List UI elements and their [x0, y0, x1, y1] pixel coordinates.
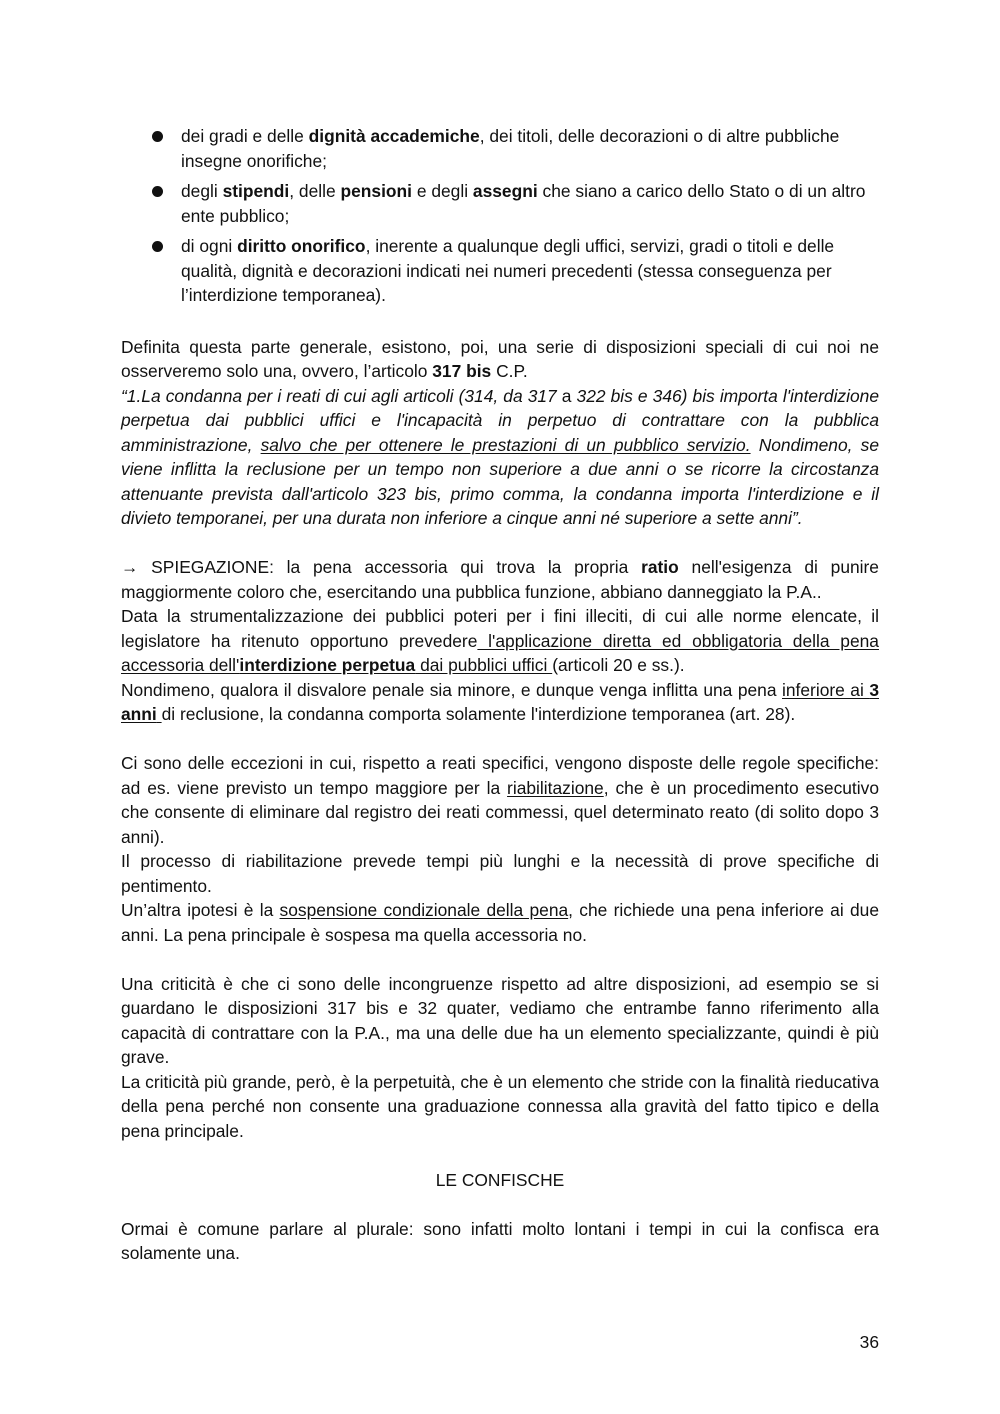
criticita-paragraph-1: Una criticità è che ci sono delle incongruenze rispetto ad altre disposizioni, ad esempio se si guardano le disposizioni 317 bis e 32 quater, vediamo che entrambe fanno riferimento alla capacità di contrattare con la P.A., ma una delle due ha un elemento specializzante, quindi è più grave. — [121, 973, 879, 1067]
list-item — [121, 234, 879, 308]
underlined-text: riabilitazione — [507, 777, 604, 798]
text: (articoli 20 e ss.). — [552, 655, 685, 675]
bold-text: stipendi — [222, 181, 290, 201]
bold-text: diritto onorifico — [237, 236, 366, 256]
eccezioni-paragraph-3 — [121, 898, 879, 947]
bold-text: 317 bis — [432, 361, 492, 381]
text: Nondimeno, qualora il disvalore penale sia minore, e dunque venga inflitta una pena — [121, 679, 782, 700]
text: dei gradi e delle — [181, 126, 309, 146]
text: e degli — [412, 181, 473, 201]
text: Un’altra ipotesi è la — [121, 900, 280, 920]
text: degli — [181, 181, 223, 201]
bullet-list — [121, 124, 879, 308]
text: “1.La condanna per i reati di cui agli articoli (314, da 317 — [121, 385, 562, 406]
underlined-text: l'applicazione diretta ed obbligatoria della pena accessoria dell' — [121, 630, 879, 675]
confische-paragraph-1: Ormai è comune parlare al plurale: sono infatti molto lontani i tempi in cui la confisca era solamente una. — [121, 1218, 879, 1263]
page-number: 36 — [859, 1332, 879, 1352]
spiegazione-paragraph-1 — [121, 555, 879, 604]
document-body — [121, 124, 879, 1266]
bold-text: pensioni — [340, 181, 412, 201]
eccezioni-paragraph-1 — [121, 751, 879, 849]
bullet-icon — [152, 131, 163, 142]
intro-paragraph — [121, 335, 879, 384]
underlined-text: salvo che per ottenere le prestazioni di un pubblico servizio. — [260, 434, 751, 455]
list-item — [121, 124, 879, 173]
bold-underlined-text: interdizione perpetua — [239, 655, 416, 675]
text: di reclusione, la condanna comporta solamente l'interdizione temporanea (art. 28). — [161, 704, 796, 724]
text: C.P. — [491, 361, 528, 381]
text: Definita questa parte generale, esistono, poi, una serie di disposizioni speciali di cui noi ne osserveremo solo una, ovvero, l’articolo — [121, 336, 879, 381]
underlined-text: dai pubblici uffici — [415, 655, 553, 675]
underlined-text: inferiore ai — [782, 679, 870, 700]
text: di ogni — [181, 236, 238, 256]
bold-text: dignità accademiche — [308, 126, 480, 146]
bullet-icon — [152, 241, 163, 252]
text: che siano a carico dello Stato o di un altro ente pubblico; — [181, 181, 866, 226]
underlined-text: sospensione condizionale della pena — [279, 900, 569, 920]
text: , inerente a qualunque degli uffici, servizi, gradi o titoli e delle qualità, dignità e decorazioni indicati nei numeri precedenti (stessa conseguenza per l’interdizione temporanea). — [181, 236, 835, 305]
article-quote — [121, 384, 879, 531]
bullet-icon — [152, 186, 163, 197]
text: , che è un procedimento esecutivo che consente di eliminare dal registro dei reati commessi, quel determinato reato (di solito dopo 3 anni). — [121, 777, 879, 847]
spiegazione-paragraph-2 — [121, 604, 879, 678]
text: nell'esigenza di punire maggiormente coloro che, esercitando una pubblica funzione, abbiano danneggiato la P.A.. — [121, 557, 879, 602]
bold-text: ratio — [641, 557, 679, 577]
text: Nondimeno, se viene inflitta la reclusione per un tempo non superiore a due anni o se ricorre la circostanza attenuante prevista dall'articolo 323 bis, primo comma, la condanna importa l'interdizione e il divieto temporanei, per una durata non inferiore a cinque anni né superiore a sette anni”. — [121, 434, 879, 528]
text: Ci sono delle eccezioni in cui, rispetto a reati specifici, vengono disposte delle regole specifiche: ad es. viene previsto un tempo maggiore per la — [121, 753, 879, 798]
text: Data la strumentalizzazione dei pubblici poteri per i fini illeciti, di cui alle norme elencate, il legislatore ha ritenuto opportuno prevedere — [121, 606, 879, 651]
section-title: LE CONFISCHE — [435, 1169, 565, 1190]
bold-text: assegni — [472, 181, 538, 201]
eccezioni-paragraph-2: Il processo di riabilitazione prevede tempi più lunghi e la necessità di prove specifiche di pentimento. — [121, 851, 879, 896]
text: → SPIEGAZIONE: la pena accessoria qui trova la propria — [121, 557, 642, 577]
text: , dei titoli, delle decorazioni o di altre pubbliche insegne onorifiche; — [181, 126, 840, 171]
spiegazione-paragraph-3 — [121, 678, 879, 727]
text: , delle — [289, 181, 341, 201]
text: a — [561, 385, 572, 406]
criticita-paragraph-2: La criticità più grande, però, è la perpetuità, che è un elemento che stride con la finalità rieducativa della pena perché non consente una graduazione connessa alla gravità del fatto tipico e della pena principale. — [121, 1071, 879, 1141]
text: , che richiede una pena inferiore ai due anni. La pena principale è sospesa ma quella accessoria no. — [121, 900, 880, 945]
text: 322 bis e 346) bis importa l'interdizione perpetua dai pubblici uffici e l'incapacità in perpetuo di contrattare con la pubblica amministrazione, — [121, 385, 880, 455]
bold-underlined-text: 3 anni — [121, 679, 879, 724]
list-item — [121, 179, 879, 228]
